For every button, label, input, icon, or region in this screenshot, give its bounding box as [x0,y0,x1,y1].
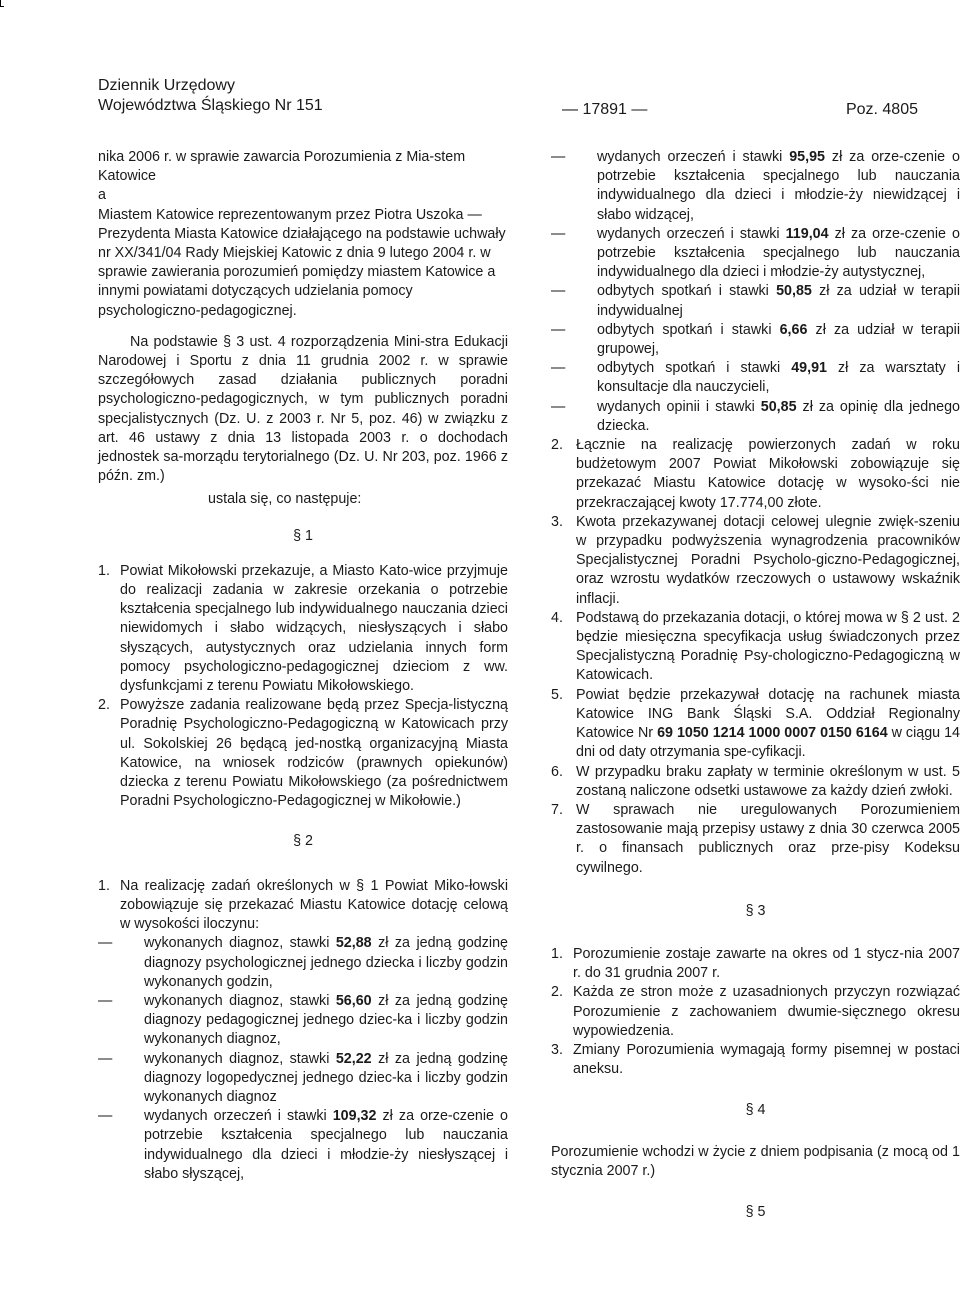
dash-text: odbytych spotkań i stawki 50,85 zł za udział w terapii indywidualnej [597,283,960,319]
position-number: Poz. 4805 [845,101,918,118]
item-number: 1. [98,877,110,894]
journal-title [98,76,323,116]
left-column [98,148,508,1184]
dash-item [551,225,960,283]
rate-value: 50,85 [776,283,812,300]
rate-value: 52,88 [335,935,372,952]
page-header [98,76,918,120]
item-text: Łącznie na realizację powierzonych zadań w roku budżetowym 2007 Powiat Mikołowski zobowiązuje się przekazać Miastu Katowice dotację w wysoko-ści nie przekraczającej kwoty 17.774,00 złote. [576,437,960,511]
list-item [551,436,960,513]
rate-value: 109,32 [332,1108,377,1125]
dash-marker: — [551,398,566,415]
rate-value: 6,66 [779,321,808,338]
section-1-title: § 1 [293,527,313,544]
intro-paragraph-2: Miastem Katowice reprezentowanym przez Piotra Uszoka — Prezydenta Miasta Katowice działającego na podstawie uchwały nr XX/341/04 Rady Miejskiej Katowic z dnia 9 lutego 2004 r. w sprawie zawierania porozumień pomiędzy miastem Katowice a innymi powiatami dotyczących udzielania pomocy psychologiczno-pedagogicznej. [98,206,506,319]
right-column [551,148,960,1222]
rate-value: 49,91 [791,360,827,377]
journal-name: Dziennik Urzędowy [98,77,235,94]
item-number: 2. [551,984,563,1001]
list-item [98,877,508,935]
list-item [551,609,960,686]
section-4-title: § 4 [745,1102,766,1119]
bank-account-number: 69 1050 1214 1000 0007 0150 6164 [657,725,888,742]
agreed-line: ustala się, co następuje: [208,491,362,508]
item-text: Zmiany Porozumienia wymagają formy pisemnej w postaci aneksu. [573,1041,960,1078]
rate-value: 95,95 [789,149,825,165]
intro-paragraph: nika 2006 r. w sprawie zawarcia Porozumienia z Mia-stem Katowice [98,149,466,185]
section-2-title: § 2 [293,832,313,849]
item-number: 6. [551,763,563,780]
dash-text: wykonanych diagnoz, stawki 52,22 zł za jedną godzinę diagnozy logopedycznej jednego dziec-ka i liczby godzin wykonanych diagnoz [144,1050,508,1105]
dash-marker: — [551,149,566,165]
item-text: Porozumienie zostaje zawarte na okres od 1 stycz-nia 2007 r. do 31 grudnia 2007 r. [573,945,960,982]
legal-basis: Na podstawie § 3 ust. 4 rozporządzenia Mini-stra Edukacji Narodowej i Sportu z dnia 11 grudnia 2002 r. w sprawie szczegółowych zasad działania publicznych poradni psychologiczno-pedagogicznych, w tym publicznych poradni specjalistycznych (Dz. U. z 2003 r. Nr 5, poz. 46) w związku z art. 46 ustawy z dnia 13 listopada 2003 r. o dochodach jednostek sa-morządu terytorialnego (Dz. U. Nr 203, poz. 1966 z późn. zm.) [98,333,508,485]
intro-conjunction: a [98,187,106,204]
list-item [551,513,960,609]
list-item [551,1041,960,1079]
dash-marker: — [98,1050,113,1067]
list-item [551,945,960,983]
dash-item [98,992,508,1050]
dash-text: odbytych spotkań i stawki 49,91 zł za warsztaty i konsultacje dla nauczycieli, [597,360,960,396]
section-4-text: Porozumienie wchodzi w życie z dniem podpisania (z mocą od 1 stycznia 2007 r.) [551,1143,960,1179]
page-number: — 17891 — [562,101,648,118]
section-3-title: § 3 [745,902,766,919]
item-text: W przypadku braku zapłaty w terminie określonym w ust. 5 zostaną naliczone odsetki ustawowe za każdy dzień zwłoki. [576,763,960,799]
item-number: 5. [551,686,563,703]
dash-item [551,148,960,225]
dash-item [551,321,960,359]
corner-mark [0,0,4,7]
item-number: 1. [98,562,110,579]
list-item [98,562,508,696]
item-text: Na realizację zadań określonych w § 1 Powiat Miko-łowski zobowiązuje się przekazać Miastu Katowice dotację celową w wysokości iloczynu: [120,877,508,933]
item-text: Powiat Mikołowski przekazuje, a Miasto Kato-wice przyjmuje do realizacji zadania w zakresie orzekania o potrzebie kształcenia specjalnego lub indywidualnego nauczania dzieci niewidomych i słabo widzących, niesłyszących i słabo słyszących, autystycznych oraz udzielania innych form pomocy psychologiczno-pedagogicznej dzieciom z ww. dysfunkcjami z terenu Powiatu Mikołowskiego. [120,562,508,695]
dash-marker: — [98,1108,113,1125]
dash-marker: — [98,935,113,952]
item-number: 3. [551,513,563,530]
section-5-title: § 5 [745,1203,766,1220]
list-item [98,696,508,811]
journal-issue: Województwa Śląskiego Nr 151 [98,97,323,114]
item-number: 4. [551,609,563,626]
list-item [551,983,960,1041]
rate-value: 119,04 [785,225,829,242]
dash-item [551,282,960,320]
dash-marker: — [551,321,566,338]
rate-value: 56,60 [335,992,372,1009]
item-text: Każda ze stron może z uzasadnionych przyczyn rozwiązać Porozumienie z zachowaniem dwumie-sięcznego okresu wypowiedzenia. [573,984,960,1039]
dash-text: wykonanych diagnoz, stawki 52,88 zł za jedną godzinę diagnozy psychologicznej jednego dziecka i liczby godzin wykonanych godzin, [144,935,508,990]
dash-item [551,359,960,397]
list-item [551,801,960,878]
list-item [551,763,960,801]
item-number: 7. [551,801,563,818]
dash-marker: — [98,992,113,1009]
list-item [551,686,960,763]
item-text: Powiat będzie przekazywał dotację na rachunek miasta Katowice ING Bank Śląski S.A. Oddział Regionalny Katowice Nr 69 1050 1214 1000 0007 0150 6164 w ciągu 14 dni od daty otrzymania spe-cyfikacji. [576,686,960,761]
item-number: 2. [551,437,563,454]
dash-text: wydanych orzeczeń i stawki 109,32 zł za orze-czenie o potrzebie kształcenia specjalnego lub nauczania indywidualnego dla dzieci i młodzie-ży niesłyszącej i słabo słyszącej, [144,1108,508,1182]
dash-marker: — [551,360,566,377]
item-number: 3. [551,1041,563,1058]
item-text: Kwota przekazywanej dotacji celowej ulegnie zwięk-szeniu w przypadku podwyższenia wynagrodzenia pracowników Specjalistycznej Poradni Psycholo-giczno-Pedagogicznej, oraz wzrostu wydatków rzeczowych o ustawowy wskaźnik inflacji. [576,513,960,607]
dash-item [98,934,508,992]
item-text: Powyższe zadania realizowane będą przez Specja-listyczną Poradnię Psychologiczno-Pedagogiczną w Katowicach przy ul. Sokolskiej 26 będącą jed-nostką organizacyjną Miasta Katowice, na wniosek rodziców (prawnych opiekunów) dziecka z terenu Powiatu Mikołowskiego (za pośrednictwem Poradni Psychologiczno-Pedagogicznej w Mikołowie.) [120,697,508,810]
item-number: 1. [551,945,563,962]
dash-marker: — [551,283,566,300]
dash-item [551,398,960,436]
dash-text: wykonanych diagnoz, stawki 56,60 zł za jedną godzinę diagnozy pedagogicznej jednego dziec-ka i liczby godzin wykonanych diagnoz, [144,992,508,1048]
item-text: Podstawą do przekazania dotacji, o której mowa w § 2 ust. 2 będzie miesięczna specyfikacja usług świadczonych przez Specjalistyczną Poradnię Psy-chologiczno-Pedagogiczną w Katowicach. [576,609,960,684]
dash-item [98,1050,508,1108]
rate-value: 52,22 [335,1050,372,1067]
dash-item [98,1107,508,1184]
dash-text: wydanych orzeczeń i stawki 95,95 zł za orze-czenie o potrzebie kształcenia specjalnego lub nauczania indywidualnego dla dzieci i młodzie-ży niewidzącej i słabo widzącej, [597,149,960,223]
item-number: 2. [98,697,110,714]
dash-text: wydanych orzeczeń i stawki 119,04 zł za orze-czenie o potrzebie kształcenia specjalnego lub nauczania indywidualnego dla dzieci i młodzie-ży autystycznej, [597,225,960,281]
dash-text: wydanych opinii i stawki 50,85 zł za opinię dla jednego dziecka. [597,398,960,434]
item-text: W sprawach nie uregulowanych Porozumieniem zastosowanie mają przepisy ustawy z dnia 30 czerwca 2005 r. o finansach publicznych oraz prze-pisy Kodeksu cywilnego. [576,801,960,876]
dash-text: odbytych spotkań i stawki 6,66 zł za udział w terapii grupowej, [597,321,960,358]
rate-value: 50,85 [760,398,797,415]
dash-marker: — [551,225,566,242]
